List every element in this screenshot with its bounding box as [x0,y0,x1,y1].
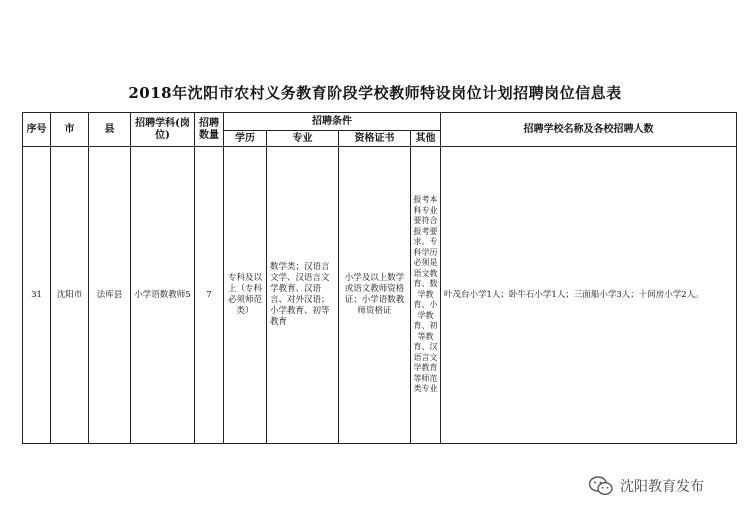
cell-count: 7 [195,147,224,444]
header-city: 市 [51,113,89,147]
header-seq: 序号 [23,113,51,147]
header-county: 县 [89,113,131,147]
cell-certificate: 小学及以上数学或语文教师资格证；小学语数教师资格证 [339,147,411,444]
header-education: 学历 [224,131,267,147]
cell-county: 法库县 [89,147,131,444]
cell-schools: 叶茂台小学1人；卧牛石小学1人；三面船小学3人；十间房小学2人。 [441,147,737,444]
header-count: 招聘数量 [195,113,224,147]
header-major: 专业 [267,131,339,147]
cell-city: 沈阳市 [51,147,89,444]
table-row [23,147,737,444]
cell-major: 数学类；汉语言文学、汉语言文学教育、汉语言、对外汉语；小学教育、初等教育 [267,147,339,444]
job-info-table [22,112,737,444]
watermark-text: 沈阳教育发布 [620,479,704,495]
watermark [588,475,704,497]
cell-subject: 小学语数教师5 [131,147,195,444]
header-subject: 招聘学科(岗位) [131,113,195,147]
header-schools: 招聘学校名称及各校招聘人数 [441,113,737,147]
header-conditions: 招聘条件 [224,113,441,131]
page-title: 2018年沈阳市农村义务教育阶段学校教师特设岗位计划招聘岗位信息表 [128,84,622,102]
cell-education: 专科及以上（专科必须师范类） [224,147,267,444]
cell-other: 报考本科专业要符合报考要求。专科学历必须是语文教育、数学教育、小学教育、初等教育、汉语言文学教育等师范类专业 [411,147,441,444]
cell-seq: 31 [23,147,51,444]
header-certificate: 资格证书 [339,131,411,147]
header-other: 其他 [411,131,441,147]
wechat-icon [588,475,614,497]
